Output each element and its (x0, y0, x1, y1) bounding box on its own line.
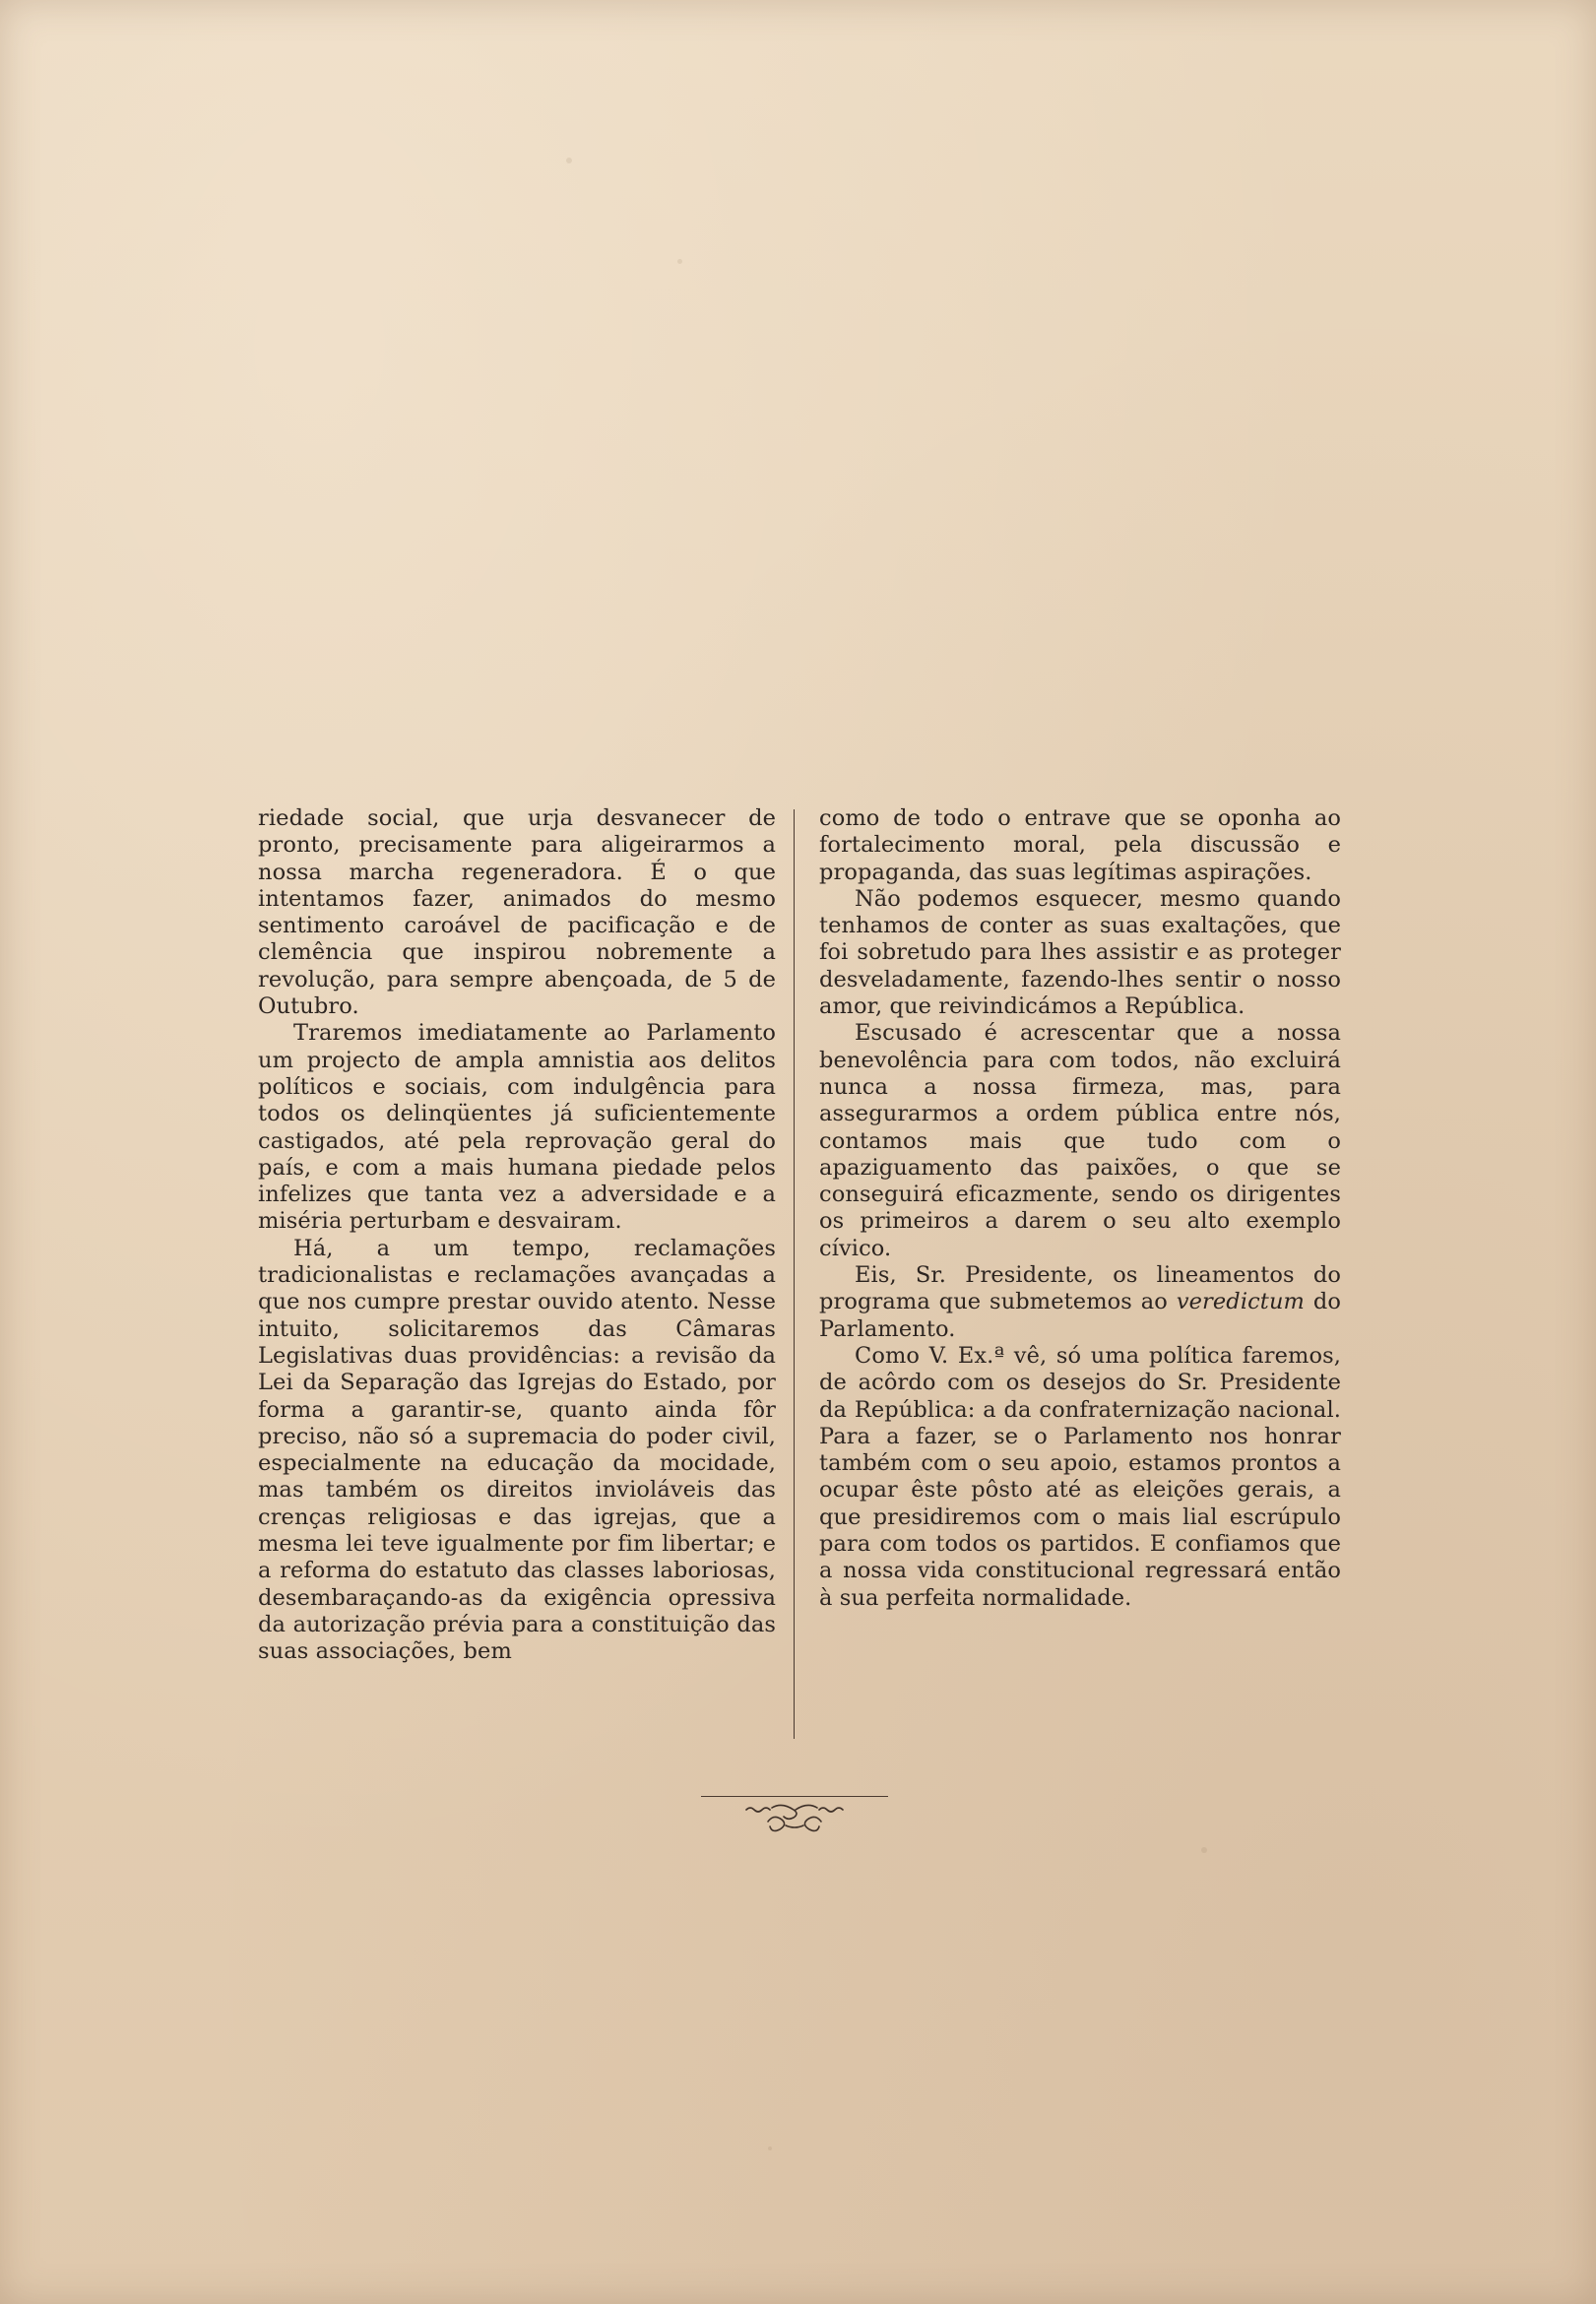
paragraph: Não podemos esquecer, mesmo quando tenhamos de conter as suas exaltações, que foi sobretudo para lhes assistir e as proteger desveladamente, fazendo-lhes sentir o nosso amor, que reivindicámos a República. (819, 885, 1341, 1020)
paragraph: como de todo o entrave que se oponha ao fortalecimento moral, pela discussão e propaganda, das suas legítimas aspirações. (819, 805, 1341, 885)
column-divider (794, 809, 795, 1739)
left-column (258, 805, 776, 1666)
end-ornament (701, 1796, 888, 1835)
paragraph-text: do Parlamento. (819, 1289, 1341, 1342)
scroll-flourish-icon (742, 1802, 847, 1833)
paper-spot (768, 2146, 772, 2150)
paragraph: riedade social, que urja desvanecer de pronto, precisamente para aligeirarmos a nossa marcha regeneradora. É o que intentamos fazer, animados do mesmo sentimento caroável de pacificação e de clemência que inspirou nobremente a revolução, para sempre abençoada, de 5 de Outubro. (258, 805, 776, 1020)
paragraph (819, 1262, 1341, 1343)
paragraph: Traremos imediatamente ao Parlamento um projecto de ampla amnistia aos delitos políticos e sociais, com indulgência para todos os delinqüentes já suficientemente castigados, até pela reprovação geral do país, e com a mais humana piedade pelos infelizes que tanta vez a adversidade e a miséria perturbam e desvairam. (258, 1020, 776, 1235)
paper-spot (677, 259, 682, 264)
paper-spot (566, 158, 572, 163)
paragraph: Há, a um tempo, reclamações tradicionalistas e reclamações avançadas a que nos cumpre prestar ouvido atento. Nesse intuito, solicitaremos das Câmaras Legislativas duas providências: a revisão da Lei da Separação das Igrejas do Estado, por forma a garantir-se, quanto ainda fôr preciso, não só a supremacia do poder civil, especialmente na educação da mocidade, mas também os direitos invioláveis das crenças religiosas e das igrejas, que a mesma lei teve igualmente por fim libertar; e a reforma do estatuto das classes laboriosas, desembaraçando-as da exigência opressiva da autorização prévia para a constituição das suas associações, bem (258, 1235, 776, 1665)
paper-spot (1201, 1847, 1207, 1853)
paragraph: Escusado é acrescentar que a nossa benevolência para com todos, não excluirá nunca a nossa firmeza, mas, para assegurarmos a ordem pública entre nós, contamos mais que tudo com o apaziguamento das paixões, o que se conseguirá eficazmente, sendo os dirigentes os primeiros a darem o seu alto exemplo cívico. (819, 1020, 1341, 1261)
paragraph: Como V. Ex.ª vê, só uma política faremos, de acôrdo com os desejos do Sr. Presidente da República: a da confraternização nacional. Para a fazer, se o Parlamento nos honrar também com o seu apoio, estamos prontos a ocupar êste pôsto até as eleições gerais, a que presidiremos com o mais lial escrúpulo para com todos os partidos. E confiamos que a nossa vida constitucional regressará então à sua perfeita normalidade. (819, 1342, 1341, 1611)
italic-term: veredictum (1176, 1289, 1305, 1315)
paragraph-text: Eis, Sr. Presidente, os lineamentos do programa que submetemos ao (819, 1262, 1341, 1315)
right-column (819, 805, 1341, 1612)
ornament-rule (701, 1796, 888, 1797)
text-columns (258, 805, 1341, 1741)
